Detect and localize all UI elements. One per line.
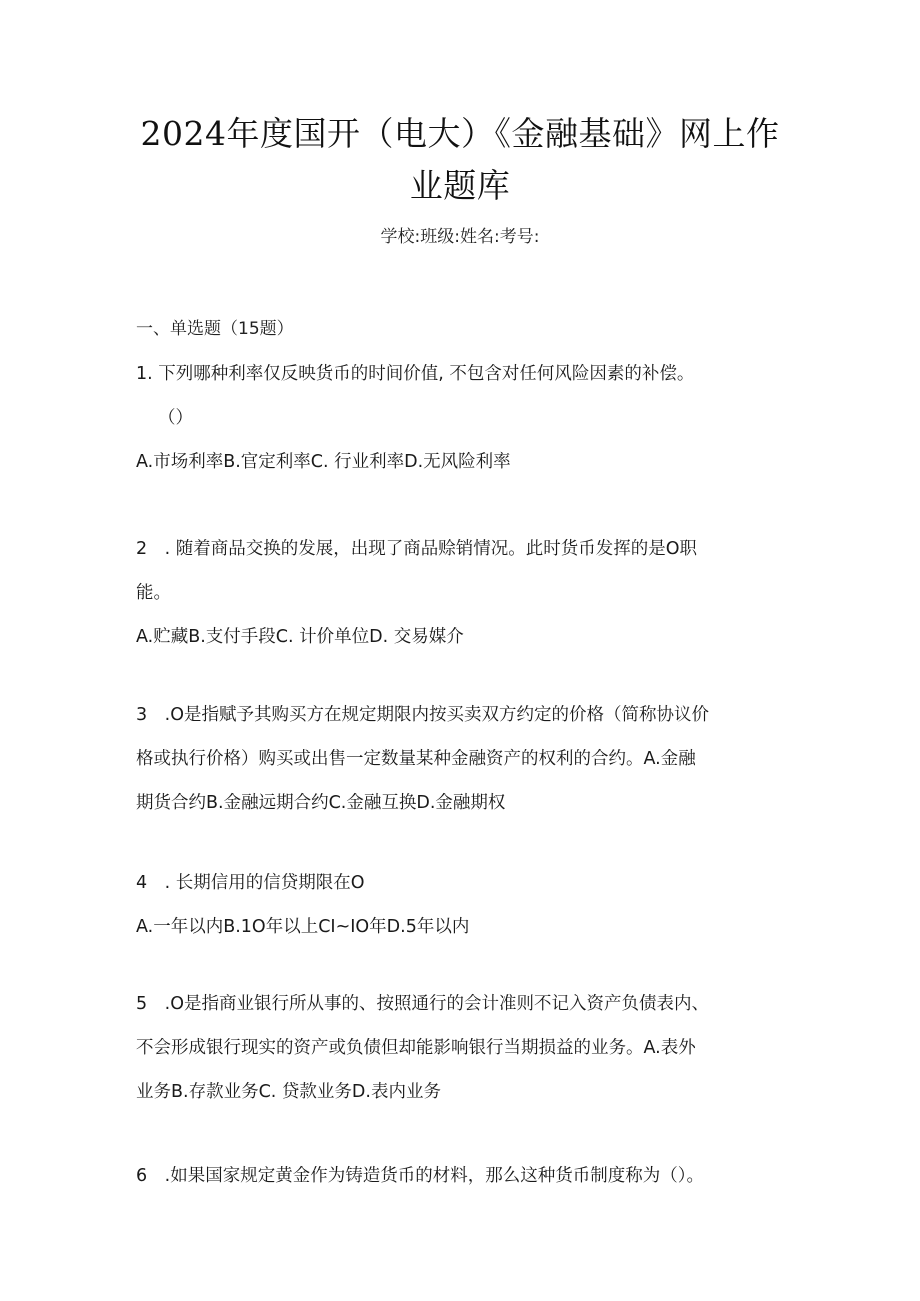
section-heading: 一、单选题（15题） — [136, 319, 294, 339]
question-2-options: A.贮藏B.支付手段C. 计价单位D. 交易媒介 — [136, 627, 464, 647]
question-2-stem-line-2: 能。 — [136, 583, 171, 603]
question-5-stem-line-1: 5 .O是指商业银行所从事的、按照通行的会计准则不记入资产负债表内、 — [136, 994, 709, 1014]
question-1-options: A.市场利率B.官定利率C. 行业利率D.无风险利率 — [136, 452, 511, 472]
question-3 — [136, 693, 796, 825]
question-1-stem-line-2: （） — [158, 408, 193, 428]
question-5 — [136, 982, 796, 1114]
question-5-stem-line-3: 业务B.存款业务C. 贷款业务D.表内业务 — [136, 1082, 441, 1102]
question-3-stem-line-2: 格或执行价格）购买或出售一定数量某种金融资产的权利的合约。A.金融 — [136, 749, 696, 769]
question-4-options: A.一年以内B.1O年以上CI~IO年D.5年以内 — [136, 917, 470, 937]
question-3-stem-line-3: 期货合约B.金融远期合约C.金融互换D.金融期权 — [136, 793, 506, 813]
question-6-stem-line-1: 6 .如果国家规定黄金作为铸造货币的材料，那么这种货币制度称为（）。 — [136, 1166, 704, 1186]
question-4 — [136, 861, 796, 949]
question-3-stem-line-1: 3 .O是指赋予其购买方在规定期限内按买卖双方约定的价格（简称协议价 — [136, 705, 709, 725]
question-1-stem-line-1: 1. 下列哪种利率仅反映货币的时间价值, 不包含对任何风险因素的补偿。 — [136, 364, 695, 384]
question-5-stem-line-2: 不会形成银行现实的资产或负债但却能影响银行当期损益的业务。A.表外 — [136, 1038, 696, 1058]
title-line-1: 2024年度国开（电大）《金融基础》网上作 — [140, 114, 780, 153]
title-line-2: 业题库 — [409, 166, 511, 205]
student-info-line: 学校:班级:姓名:考号: — [380, 227, 540, 247]
question-4-stem-line-1: 4 . 长期信用的信贷期限在O — [136, 873, 365, 893]
document-title — [120, 108, 800, 212]
question-1 — [136, 352, 796, 484]
question-2-stem-line-1: 2 . 随着商品交换的发展，出现了商品赊销情况。此时货币发挥的是O职 — [136, 539, 698, 559]
question-6 — [136, 1154, 796, 1198]
question-2 — [136, 527, 796, 659]
